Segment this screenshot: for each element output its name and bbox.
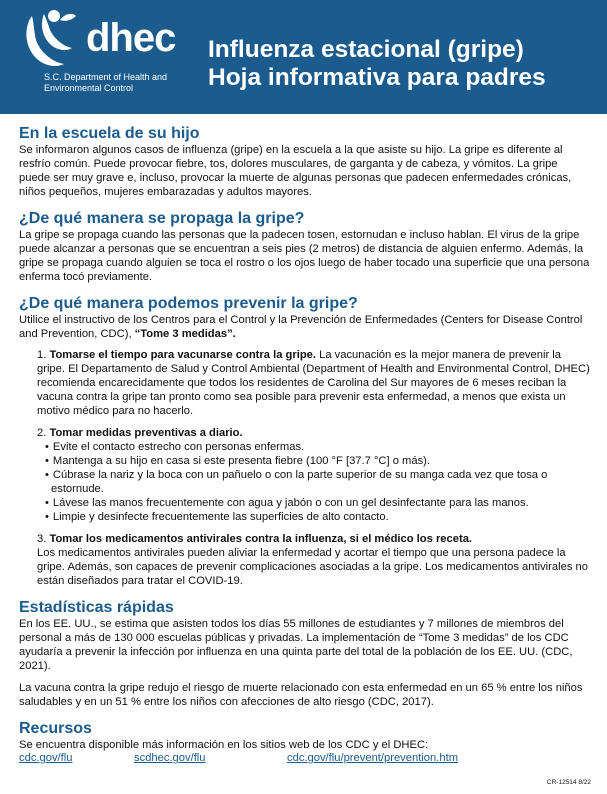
item-bold: Tomar medidas preventivas a diario. xyxy=(49,427,243,439)
section-heading: En la escuela de su hijo xyxy=(19,125,200,142)
list-item xyxy=(37,348,591,418)
section-text: Se informaron algunos casos de influenza (gripe) en la escuela a la que asiste su hijo. La gripe es diferente al resfrío común. Puede provocar fiebre, tos, dolores musculares, de garganta y de cabeza, y vómitos. La gripe puede ser muy grave e, incluso, provocar la muerte de algunas personas que padecen enfermedades crónicas, niños pequeños, mujeres embarazadas y adultos mayores. xyxy=(19,144,572,198)
section-heading: Estadísticas rápidas xyxy=(19,599,174,616)
item-bold: Tomarse el tiempo para vacunarse contra la gripe. xyxy=(49,349,316,361)
item-text: Los medicamentos antivirales pueden aliviar la enfermedad y acortar el tiempo que una persona padece la gripe. Además, son capaces de prevenir complicaciones asociadas a la gripe. Los medicamentos antivirales no están diseñados para tratar el COVID-19. xyxy=(37,547,588,587)
section-stats xyxy=(19,598,591,709)
item-number: 1. xyxy=(37,349,47,361)
section-text: Se encuentra disponible más información en los sitios web de los CDC y el DHEC: xyxy=(19,739,429,751)
list-item xyxy=(37,426,591,524)
bullet-item: • Evite el contacto estrecho con personas enfermas. xyxy=(37,440,591,454)
resource-links xyxy=(19,752,599,768)
section-heading: ¿De qué manera se propaga la gripe? xyxy=(19,210,305,227)
link-cdc-prevention[interactable]: cdc.gov/flu/prevent/prevention.htm xyxy=(287,752,459,764)
section-school xyxy=(19,124,591,199)
bullet-item: • Limpie y desinfecte frecuentemente las superficies de alto contacto. xyxy=(37,510,591,524)
item-bold: Tomar los medicamentos antivirales contra la influenza, si el médico los receta. xyxy=(49,533,473,545)
list-item xyxy=(37,532,591,588)
intro-text: Utilice el instructivo de los Centros para el Control y la Prevención de Enfermedades (Centers for Disease Control and Prevention, CDC), xyxy=(19,314,583,340)
section-prevent xyxy=(19,294,591,588)
section-spread xyxy=(19,209,591,284)
section-text: La gripe se propaga cuando las personas que la padecen tosen, estornudan e incluso hablan. El virus de la gripe puede alcanzar a personas que se encuentran a seis pies (2 metros) de distancia de alguien enfermo. Además, la gripe se propaga cuando alguien se toca el rostro o los ojos luego de haber tocado una superficie que una persona enferma tocó previamente. xyxy=(19,229,590,283)
section-intro xyxy=(19,313,591,341)
link-cdc-flu[interactable]: cdc.gov/flu xyxy=(19,752,73,764)
title-line2: Hoja informativa para padres xyxy=(208,64,546,91)
logo-subtitle xyxy=(44,72,167,94)
logo-sub-line2: Environmental Control xyxy=(44,83,134,93)
stats-paragraph: En los EE. UU., se estima que asisten todos los días 55 millones de estudiantes y 7 millones de miembros del personal a más de 130 000 escuelas públicas y privadas. La implementación de “Tome 3 medidas” de los CDC ayudaría a prevenir la infección por influenza en una quinta parte del total de la población de los EE. UU. (CDC, 2021). xyxy=(19,618,573,672)
bullet-item: • Mantenga a su hijo en casa si este presenta fiebre (100 °F [37.7 °C] o más). xyxy=(37,454,591,468)
logo-text: dhec xyxy=(86,16,176,60)
document-code: CR-12514 8/22 xyxy=(546,779,591,786)
section-resources xyxy=(19,719,591,752)
link-scdhec-flu[interactable]: scdhec.gov/flu xyxy=(134,752,206,764)
prevention-list xyxy=(37,348,591,588)
title-line1: Influenza estacional (gripe) xyxy=(208,36,524,63)
header-banner xyxy=(0,0,607,114)
logo-sub-line1: S.C. Department of Health and xyxy=(44,72,168,82)
item-number: 2. xyxy=(37,427,47,439)
main-content xyxy=(19,124,591,762)
stats-paragraph: La vacuna contra la gripe redujo el riesgo de muerte relacionado con esta enfermedad en un 65 % entre los niños saludables y en un 51 % entre los niños con afecciones de alto riesgo (CDC, 2017). xyxy=(19,682,583,708)
item-text: La vacunación es la mejor manera de prevenir la gripe. El Departamento de Salud y Control Ambiental (Department of Health and Environmental Control, DHEC) recomienda encarecidamente que todos los residentes de Carolina del Sur mayores de 6 meses reciban la vacuna contra la gripe tan pronto como sea posible para prevenir esta enfermedad, a menos que exista un motivo médico para no hacerlo. xyxy=(37,349,590,417)
dhec-logo-icon xyxy=(14,6,86,78)
bullet-item: • Lávese las manos frecuentemente con agua y jabón o con un gel desinfectante para las manos. xyxy=(37,496,591,510)
section-heading: Recursos xyxy=(19,720,92,737)
item-number: 3. xyxy=(37,533,47,545)
bullet-item: • Cúbrase la nariz y la boca con un pañuelo o con la parte superior de su manga cada vez que tosa o estornude. xyxy=(37,468,591,496)
page-title xyxy=(208,36,546,92)
section-heading: ¿De qué manera podemos prevenir la gripe? xyxy=(19,295,358,312)
intro-bold: “Tome 3 medidas”. xyxy=(134,328,236,340)
